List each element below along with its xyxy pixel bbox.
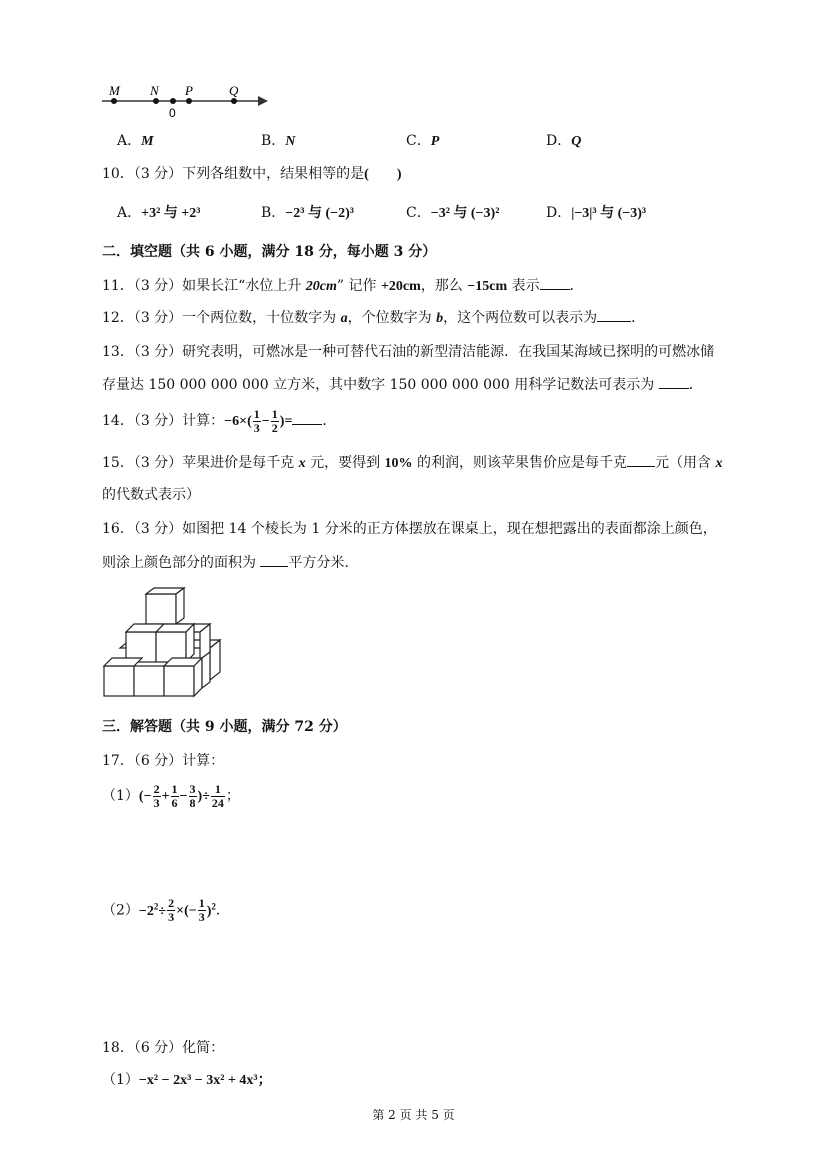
q10-option-a: A．+3² 与 +2³ (117, 205, 201, 221)
q9-option-c: C．P (406, 133, 440, 149)
q17-part2: $(2)-2^2\div$ $\frac{2}{3}$ ×(− $\frac{1}{3}$ )$^2$． (102, 896, 230, 925)
q17-title: 17．（6 分）计算： (102, 753, 225, 769)
q9-option-a: A．M (117, 133, 154, 149)
label-p: P (185, 83, 193, 98)
q18-part1: （1）−x² − 2x³ − 3x² + 4x³； (102, 1072, 272, 1088)
q15-line2: 的代数式表示） (102, 487, 200, 503)
q16-line2: 则涂上颜色部分的面积为 平方分米． (102, 552, 358, 572)
q10-option-b: B．−2³ 与 (−2)³ (261, 205, 354, 221)
q11: 11．（3 分）如果长江“水位上升 20cm” 记作 +20cm，那么 −15cm 表示 ． (102, 275, 584, 295)
label-q: Q (229, 83, 239, 98)
q12-blank[interactable] (597, 307, 631, 322)
q10-option-c: C．−3² 与 (−3)² (406, 205, 500, 221)
q13-blank[interactable] (659, 374, 689, 389)
q15-line1: 15．（3 分）苹果进价是每千克 x 元，要得到 10% 的利润，则该苹果售价应是每千克 元（用含 x (102, 452, 722, 472)
cube-stack-figure (100, 586, 225, 698)
number-line-figure (100, 80, 275, 120)
section-2-heading: 二．填空题（共 6 小题，满分 18 分，每小题 3 分） (102, 244, 437, 260)
q9-option-d: D．Q (546, 133, 582, 149)
q14-blank[interactable] (292, 412, 322, 425)
section-3-heading: 三．解答题（共 9 小题，满分 72 分） (102, 719, 347, 735)
page-footer: 第 2 页 共 5 页 (372, 1108, 455, 1122)
q10-stem: 10．（3 分）下列各组数中，结果相等的是( ) (102, 166, 402, 182)
q15-blank[interactable] (627, 452, 655, 467)
label-n: N (150, 83, 159, 98)
q9-option-b: B．N (261, 133, 296, 149)
q12: 12．（3 分）一个两位数，十位数字为 a，个位数字为 b，这个两位数可以表示为 ． (102, 307, 645, 327)
label-zero: 0 (169, 106, 176, 120)
q13-line2: 存量达 150 000 000 000 立方米，其中数字 150 000 000 000 用科学记数法可表示为 ． (102, 374, 703, 394)
q17-part1: （1）(− $\frac{2}{3}$ + $\frac{1}{6}$ − $\frac{3}{8}$ )÷ $\frac{1}{24}$ ； (102, 781, 240, 810)
q14: 14．（3 分）计算：−6×( $\frac{1}{3}$ − $\frac{1}{2}$ )= ． (102, 406, 337, 435)
q18-title: 18．（6 分）化简： (102, 1040, 225, 1056)
q16-blank[interactable] (260, 552, 288, 567)
q16-line1: 16．（3 分）如图把 14 个棱长为 1 分米的正方体摆放在课桌上，现在想把露出的表面都涂上颜色， (102, 521, 717, 537)
q10-option-d: D．|−3|³ 与 (−3)³ (546, 205, 647, 221)
q13-line1: 13．（3 分）研究表明，可燃冰是一种可替代石油的新型清洁能源．在我国某海域已探明的可燃冰储 (102, 344, 715, 360)
q11-blank[interactable] (540, 275, 570, 290)
label-m: M (109, 83, 120, 98)
